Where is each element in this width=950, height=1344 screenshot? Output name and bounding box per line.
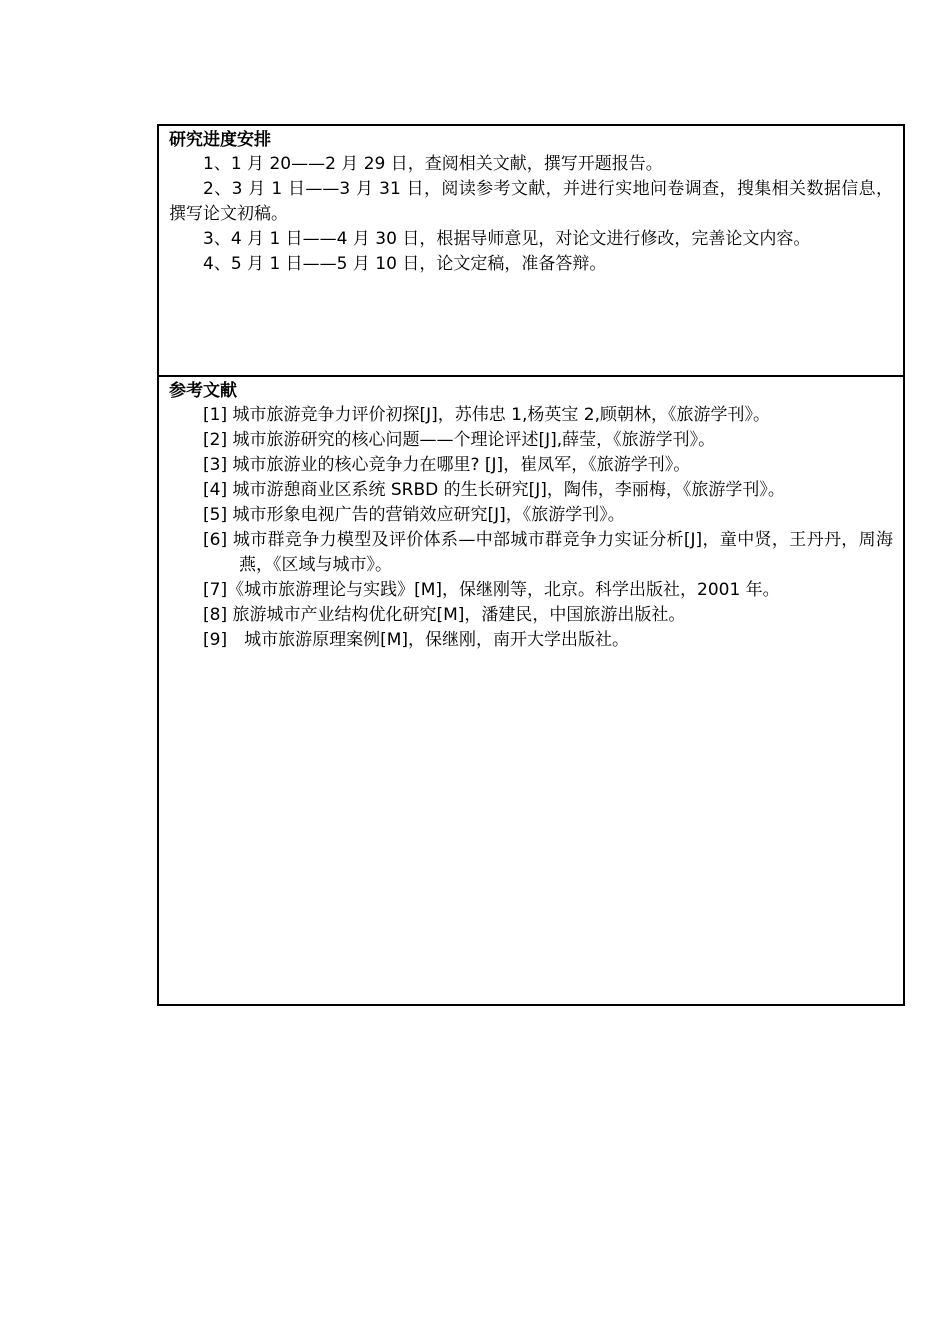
schedule-item: 3、4 月 1 日——4 月 30 日，根据导师意见，对论文进行修改，完善论文内容。: [203, 229, 811, 249]
schedule-item: 1、1 月 20——2 月 29 日，查阅相关文献，撰写开题报告。: [203, 154, 663, 174]
reference-item: [7]《城市旅游理论与实践》[M]，保继刚等，北京。科学出版社，2001 年。: [203, 580, 780, 600]
schedule-title: 研究进度安排: [169, 130, 271, 150]
reference-item: [6] 城市群竞争力模型及评价体系—中部城市群竞争力实证分析[J]，童中贤，王丹丹，周海燕，《区域与城市》。: [203, 530, 893, 575]
reference-item: [2] 城市旅游研究的核心问题——个理论评述[J],薛莹，《旅游学刊》。: [203, 430, 716, 450]
references-list: [169, 403, 893, 653]
reference-item: [5] 城市形象电视广告的营销效应研究[J]，《旅游学刊》。: [203, 505, 625, 525]
form-table: [157, 124, 905, 1006]
reference-item: [8] 旅游城市产业结构优化研究[M]，潘建民，中国旅游出版社。: [203, 605, 686, 625]
reference-item: [3] 城市旅游业的核心竞争力在哪里? [J]，崔凤军，《旅游学刊》。: [203, 455, 691, 475]
schedule-section: [159, 126, 903, 377]
schedule-item: 4、5 月 1 日——5 月 10 日，论文定稿，准备答辩。: [203, 254, 607, 274]
reference-item: [1] 城市旅游竞争力评价初探[J]，苏伟忠 1,杨英宝 2,顾朝林，《旅游学刊》。: [203, 405, 771, 425]
references-section: [159, 377, 903, 1004]
references-title: 参考文献: [169, 381, 237, 401]
reference-item: [4] 城市游憩商业区系统 SRBD 的生长研究[J]，陶伟，李丽梅，《旅游学刊》。: [203, 480, 785, 500]
schedule-item: 2、3 月 1 日——3 月 31 日，阅读参考文献，并进行实地问卷调查，搜集相关数据信息，撰写论文初稿。: [169, 179, 893, 224]
reference-item: [9] 城市旅游原理案例[M]，保继刚，南开大学出版社。: [203, 630, 630, 650]
